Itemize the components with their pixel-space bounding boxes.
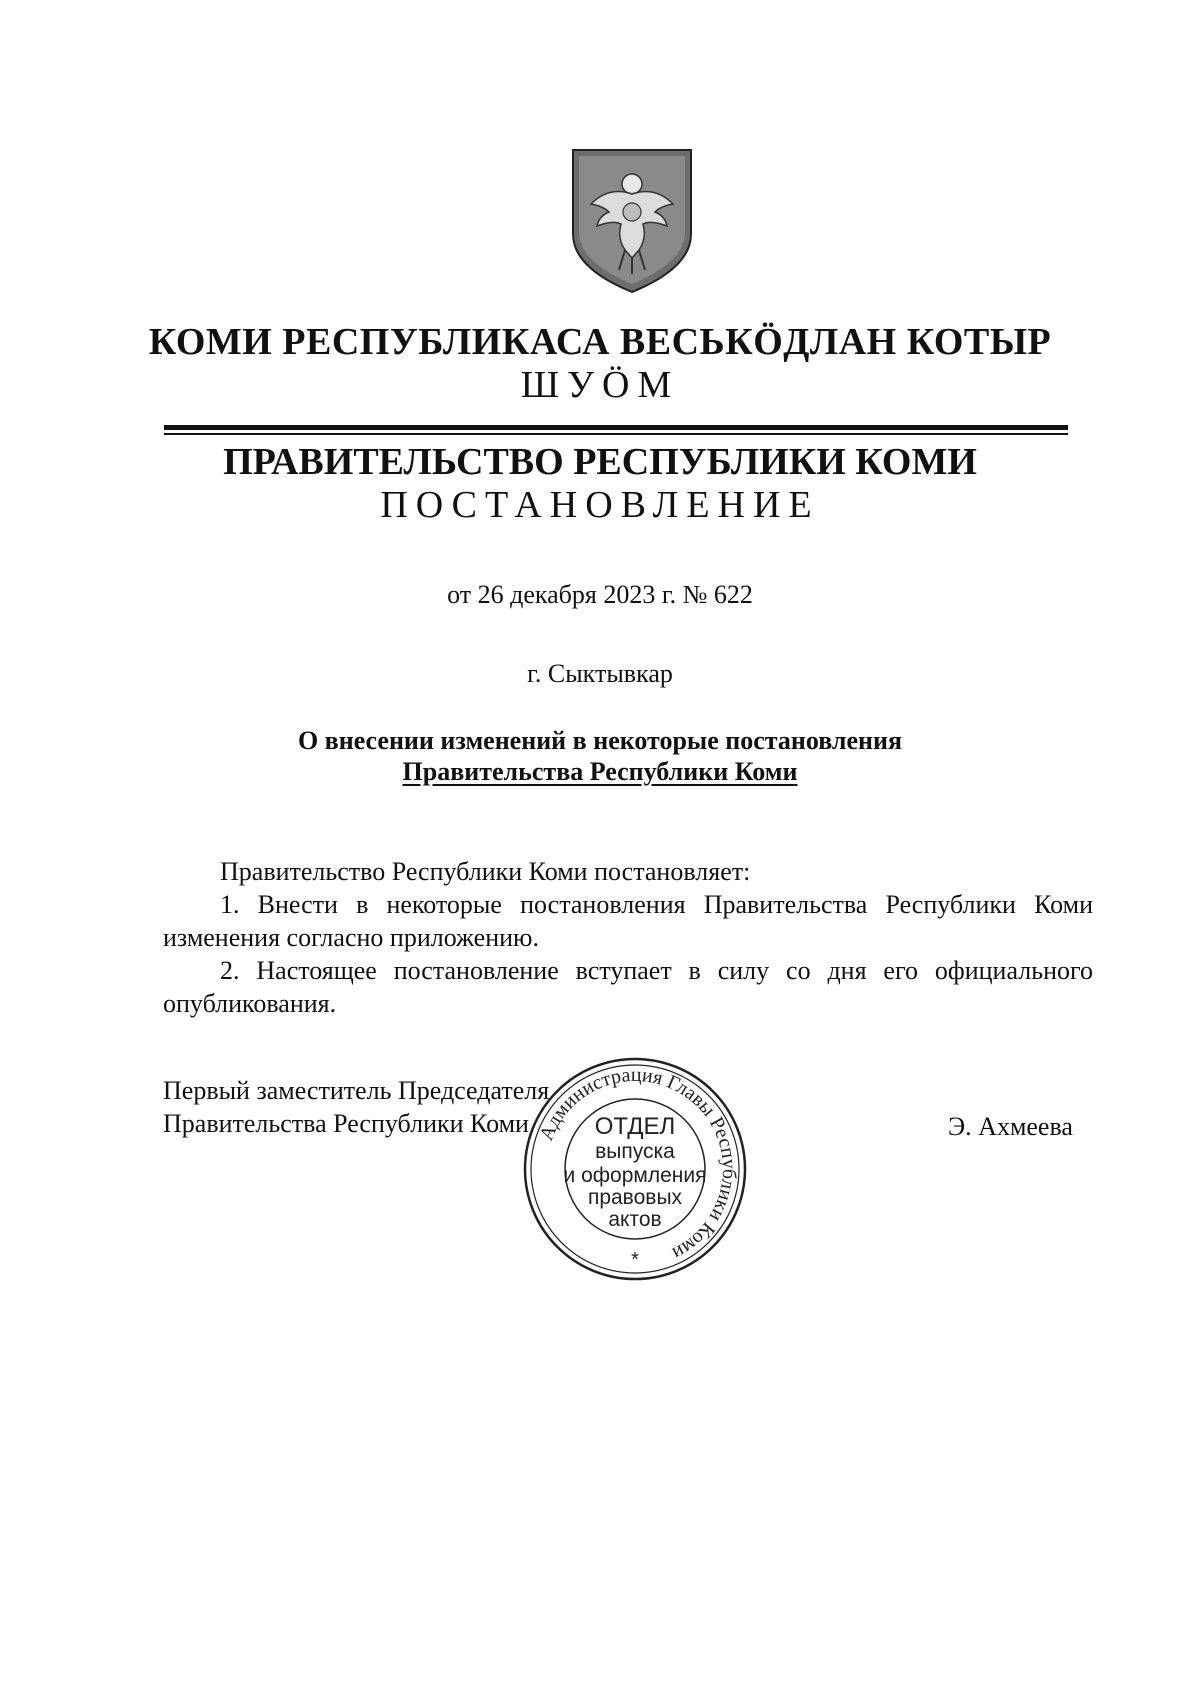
stamp-center-line-1: ОТДЕЛ [594, 1113, 676, 1140]
signer-position-line-2: Правительства Республики Коми [163, 1109, 529, 1138]
signer-name: Э. Ахмеева [948, 1112, 1073, 1141]
body-item-2 [163, 954, 1093, 1020]
item-2-paragraph: 2. Настоящее постановление вступает в силу со дня его официального опубликования. [163, 956, 1093, 1018]
item-1-paragraph: 1. Внести в некоторые постановления Правительства Республики Коми изменения согласно приложению. [163, 890, 1093, 952]
komi-document-type: ШУӦМ [520, 364, 680, 406]
subject-line-2-text: Правительства Республики Коми [402, 757, 798, 786]
stamp-center-line-4: правовых [587, 1186, 683, 1209]
official-stamp [520, 1054, 750, 1284]
signer-position-line-1: Первый заместитель Председателя [163, 1076, 550, 1105]
coat-of-arms-icon [569, 146, 695, 294]
stamp-ring-textpath: Администрация Главы Республики Коми [535, 1063, 741, 1265]
komi-government-title: КОМИ РЕСПУБЛИКАСА ВЕСЬКӦДЛАН КОТЫР [148, 321, 1052, 363]
stamp-center-line-2: выпуска [595, 1140, 675, 1163]
header-divider-thick [164, 425, 1068, 430]
stamp-center-line-5: актов [608, 1208, 662, 1231]
body-item-1 [163, 888, 1093, 954]
intro-paragraph: Правительство Республики Коми постановляет: [220, 857, 751, 886]
stamp-center-line-3: и оформления [563, 1164, 707, 1187]
stamp-star: * [631, 1249, 639, 1271]
government-title: ПРАВИТЕЛЬСТВО РЕСПУБЛИКИ КОМИ [223, 441, 977, 483]
subject-line-2 [0, 757, 1200, 787]
document-date-number: от 26 декабря 2023 г. № 622 [447, 580, 753, 609]
document-type: ПОСТАНОВЛЕНИЕ [380, 484, 820, 526]
subject-line-1: О внесении изменений в некоторые постановления [297, 726, 903, 755]
document-city: г. Сыктывкар [527, 659, 673, 688]
body-intro [163, 855, 1093, 888]
header-divider-thin [164, 433, 1068, 435]
